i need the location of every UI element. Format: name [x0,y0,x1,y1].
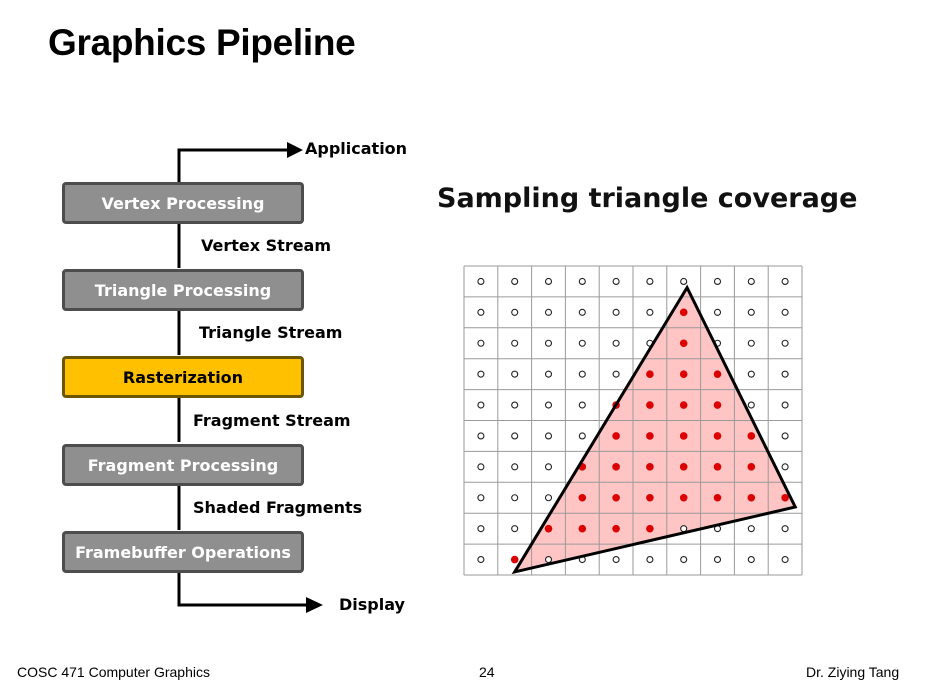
covered-sample-point [646,525,654,533]
covered-sample-point [714,432,722,440]
covered-sample-point [714,494,722,502]
covered-sample-point [680,339,688,347]
author-name: Dr. Ziying Tang [806,664,900,680]
application-label: Application [305,139,408,158]
uncovered-sample-point [613,371,619,377]
uncovered-sample-point [613,278,619,284]
stage-vertex-processing: Vertex Processing [62,182,304,224]
uncovered-sample-point [681,278,687,284]
uncovered-sample-point [478,309,484,315]
uncovered-sample-point [613,557,619,563]
uncovered-sample-point [478,495,484,501]
uncovered-sample-point [478,371,484,377]
uncovered-sample-point [782,278,788,284]
uncovered-sample-point [579,309,585,315]
covered-sample-point [714,401,722,409]
uncovered-sample-point [478,526,484,532]
uncovered-sample-point [613,340,619,346]
uncovered-sample-point [579,371,585,377]
uncovered-sample-point [478,278,484,284]
covered-sample-point [680,370,688,378]
uncovered-sample-point [512,340,518,346]
uncovered-sample-point [512,371,518,377]
stage-framebuffer-operations: Framebuffer Operations [62,531,304,573]
vertex-stream-label: Vertex Stream [201,236,332,255]
uncovered-sample-point [478,433,484,439]
uncovered-sample-point [782,402,788,408]
sampling-subtitle: Sampling triangle coverage [437,183,858,214]
shaded-fragments-label: Shaded Fragments [193,498,363,517]
uncovered-sample-point [512,309,518,315]
covered-sample-point [545,525,553,533]
uncovered-sample-point [782,433,788,439]
uncovered-sample-point [748,371,754,377]
uncovered-sample-point [512,464,518,470]
uncovered-sample-point [546,278,552,284]
uncovered-sample-point [748,309,754,315]
uncovered-sample-point [546,371,552,377]
stage-triangle-processing: Triangle Processing [62,269,304,311]
fragment-stream-label: Fragment Stream [193,411,351,430]
uncovered-sample-point [546,464,552,470]
uncovered-sample-point [715,309,721,315]
uncovered-sample-point [546,557,552,563]
uncovered-sample-point [748,402,754,408]
uncovered-sample-point [546,433,552,439]
uncovered-sample-point [647,309,653,315]
uncovered-sample-point [782,557,788,563]
uncovered-sample-point [512,402,518,408]
uncovered-sample-point [512,495,518,501]
covered-sample-point [612,463,620,471]
uncovered-sample-point [546,340,552,346]
uncovered-sample-point [748,526,754,532]
uncovered-sample-point [748,557,754,563]
covered-sample-point [748,432,756,440]
covered-sample-point [680,494,688,502]
covered-sample-point [748,463,756,471]
uncovered-sample-point [579,402,585,408]
uncovered-sample-point [546,402,552,408]
uncovered-sample-point [512,526,518,532]
uncovered-sample-point [782,371,788,377]
uncovered-sample-point [782,309,788,315]
covered-sample-point [646,494,654,502]
uncovered-sample-point [647,557,653,563]
covered-sample-point [646,432,654,440]
covered-sample-point [714,463,722,471]
covered-sample-point [748,494,756,502]
uncovered-sample-point [782,464,788,470]
covered-sample-point [646,370,654,378]
covered-sample-point [680,309,688,317]
uncovered-sample-point [681,557,687,563]
covered-sample-point [612,432,620,440]
uncovered-sample-point [681,526,687,532]
uncovered-sample-point [579,340,585,346]
uncovered-sample-point [715,278,721,284]
uncovered-sample-point [512,433,518,439]
uncovered-sample-point [647,278,653,284]
uncovered-sample-point [512,278,518,284]
covered-sample-point [680,463,688,471]
stage-rasterization: Rasterization [62,356,304,398]
triangle-stream-label: Triangle Stream [199,323,343,342]
covered-sample-point [511,556,519,564]
uncovered-sample-point [478,340,484,346]
covered-sample-point [579,494,587,502]
course-name: COSC 471 Computer Graphics [17,664,210,680]
uncovered-sample-point [546,309,552,315]
uncovered-sample-point [715,557,721,563]
uncovered-sample-point [579,278,585,284]
covered-sample-point [646,401,654,409]
covered-sample-point [579,525,587,533]
covered-sample-point [612,525,620,533]
uncovered-sample-point [546,495,552,501]
covered-sample-point [646,463,654,471]
uncovered-sample-point [579,433,585,439]
uncovered-sample-point [478,464,484,470]
uncovered-sample-point [478,402,484,408]
slide-title: Graphics Pipeline [48,22,356,63]
covered-sample-point [612,494,620,502]
covered-sample-point [714,370,722,378]
stage-fragment-processing: Fragment Processing [62,444,304,486]
uncovered-sample-point [613,309,619,315]
uncovered-sample-point [782,526,788,532]
display-label: Display [339,595,405,614]
uncovered-sample-point [748,278,754,284]
uncovered-sample-point [748,340,754,346]
page-number: 24 [479,664,495,680]
covered-sample-point [680,401,688,409]
covered-sample-point [680,432,688,440]
uncovered-sample-point [478,557,484,563]
uncovered-sample-point [782,340,788,346]
